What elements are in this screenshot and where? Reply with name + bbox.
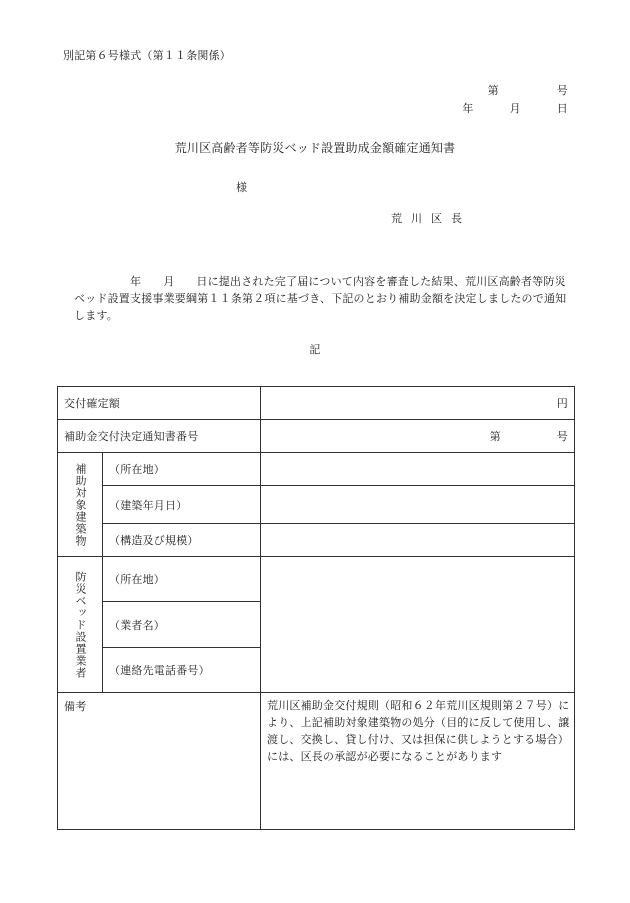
building-location-value bbox=[261, 453, 575, 486]
document-title: 荒川区高齢者等防災ベッド設置助成金額確定通知書 bbox=[174, 141, 456, 155]
installer-value bbox=[261, 557, 575, 693]
notice-number-prefix: 第 bbox=[489, 430, 501, 443]
document-number-prefix: 第 bbox=[487, 84, 499, 97]
notice-number-suffix: 号 bbox=[556, 430, 568, 443]
installer-phone-label: （連絡先電話番号） bbox=[103, 648, 261, 693]
building-location-label: （所在地） bbox=[103, 453, 261, 486]
installer-location-label: （所在地） bbox=[103, 557, 261, 602]
table-row bbox=[58, 524, 575, 557]
table-row bbox=[58, 486, 575, 524]
installer-group-label: 防災ベッド設置業者 bbox=[58, 557, 103, 693]
table-row bbox=[58, 693, 575, 830]
details-table bbox=[57, 386, 575, 830]
addressee-suffix: 様 bbox=[236, 181, 248, 194]
amount-unit: 円 bbox=[556, 397, 568, 410]
document-number bbox=[488, 82, 568, 98]
form-number: 別記第６号様式（第１１条関係） bbox=[63, 49, 231, 62]
building-date-value bbox=[261, 486, 575, 524]
document-number-suffix: 号 bbox=[556, 84, 568, 97]
ki-heading: 記 bbox=[309, 343, 321, 356]
remarks-text: 荒川区補助金交付規則（昭和６２年荒川区規則第２７号）により、上記補助対象建築物の処分（目的に反して使用し、譲渡し、交換し、貸し付け、又は担保に供しようとする場合）には、区長の承認が必要になることがあります bbox=[261, 693, 575, 830]
issuer-name: 荒川区長 bbox=[391, 212, 471, 225]
installer-name-label: （業者名） bbox=[103, 602, 261, 648]
amount-label: 交付確定額 bbox=[58, 387, 261, 420]
building-date-label: （建築年月日） bbox=[103, 486, 261, 524]
body-paragraph bbox=[74, 273, 570, 324]
notice-number-cell bbox=[261, 420, 575, 453]
body-month-label: 月 bbox=[163, 275, 175, 288]
date-month-label: 月 bbox=[509, 102, 521, 115]
table-row bbox=[58, 453, 575, 486]
body-year-label: 年 bbox=[130, 275, 142, 288]
remarks-label: 備考 bbox=[58, 693, 261, 830]
body-text: 日に提出された完了届について内容を審査した結果、荒川区高齢者等防災ベッド設置支援事業要綱第１１条第２項に基づき、下記のとおり補助金額を決定しましたので通知します。 bbox=[74, 275, 567, 322]
date-year-label: 年 bbox=[462, 102, 474, 115]
notice-number-label: 補助金交付決定通知書番号 bbox=[58, 420, 261, 453]
table-row bbox=[58, 387, 575, 420]
date-day-label: 日 bbox=[556, 102, 568, 115]
amount-value-cell bbox=[261, 387, 575, 420]
building-structure-label: （構造及び規模） bbox=[103, 524, 261, 557]
document-date bbox=[462, 100, 568, 116]
table-row bbox=[58, 420, 575, 453]
building-group-label: 補助対象建築物 bbox=[58, 453, 103, 557]
table-row bbox=[58, 557, 575, 602]
building-structure-value bbox=[261, 524, 575, 557]
